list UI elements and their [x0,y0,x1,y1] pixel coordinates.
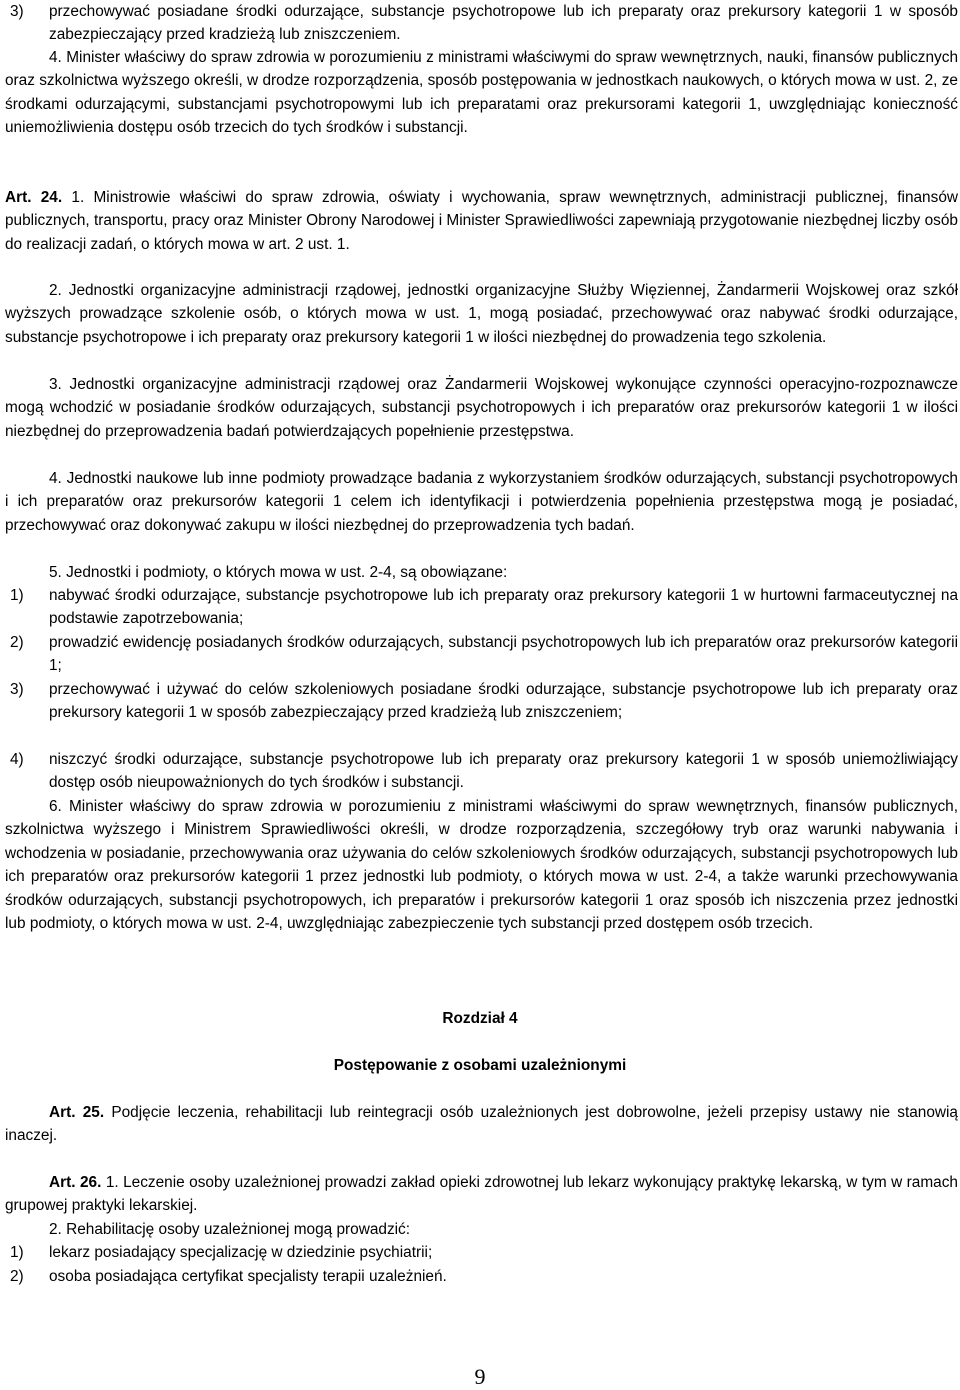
list-item-text: osoba posiadająca certyfikat specjalisty terapii uzależnień. [49,1268,447,1285]
list-item [5,1265,958,1288]
chapter-title: Postępowanie z osobami uzależnionymi [333,1057,627,1074]
list-item-number: 2) [10,1268,24,1285]
list-item-text: przechowywać i używać do celów szkoleniowych posiadane środki odurzające, substancje psychotropowe lub ich preparaty oraz prekursory kategorii 1 w sposób zabezpieczający przed kradzieżą lub zniszczeniem; [49,681,958,722]
list-item-text: lekarz posiadający specjalizację w dziedzinie psychiatrii; [49,1244,433,1261]
paragraph: 4. Minister właściwy do spraw zdrowia w porozumieniu z ministrami właściwymi do spraw wewnętrznych, nauki, finansów publicznych oraz szkolnictwa wyższego określi, w drodze rozporządzenia, sposób postępowania w jednostkach naukowych, o których mowa w ust. 2, ze środkami odurzającymi, substancjami psychotropowymi lub ich preparatami oraz prekursorami kategorii 1, uwzględniając konieczność uniemożliwienia dostępu osób trzecich do tych środków i substancji. [5,49,958,137]
article-24-paragraph-5: 5. Jednostki i podmioty, o których mowa w ust. 2-4, są obowiązane: [49,564,508,581]
article-26-paragraph-2: 2. Rehabilitację osoby uzależnionej mogą prowadzić: [49,1221,411,1238]
article-text: 1. Leczenie osoby uzależnionej prowadzi zakład opieki zdrowotnej lub lekarz wykonujący praktykę lekarską, w tym w ramach grupowej praktyki lekarskiej. [5,1174,958,1215]
article-text: Podjęcie leczenia, rehabilitacji lub reintegracji osób uzależnionych jest dobrowolne, jeżeli przepisy ustawy nie stanowią inaczej. [5,1104,958,1145]
article-label: Art. 25. [49,1104,105,1121]
list-item-text: niszczyć środki odurzające, substancje psychotropowe lub ich preparaty oraz prekursory kategorii 1 w sposób uniemożliwiający dostęp osób nieupoważnionych do tych środków i substancji. [49,751,958,792]
list-item-number: 1) [10,1244,24,1261]
article-24-paragraph-1 [5,186,958,256]
article-26-paragraph-1 [5,1171,958,1218]
article-25 [5,1101,958,1148]
list-item-number: 1) [10,587,24,604]
article-24-paragraph-3: 3. Jednostki organizacyjne administracji rządowej oraz Żandarmerii Wojskowej wykonujące czynności operacyjno-rozpoznawcze mogą wchodzić w posiadanie środków odurzających, substancji psychotropowych i ich preparatów oraz prekursorów kategorii 1 w ilości niezbędnej do przeprowadzenia badań potwierdzających popełnienie przestępstwa. [5,376,958,440]
list-item [5,0,958,47]
list-item [5,678,958,725]
list-item-number: 4) [10,751,24,768]
list-item [5,1241,958,1264]
article-label: Art. 24. [5,189,63,206]
article-24-paragraph-4: 4. Jednostki naukowe lub inne podmioty prowadzące badania z wykorzystaniem środków odurzających, substancji psychotropowych i ich preparatów oraz prekursorów kategorii 1 celem ich identyfikacji i potwierdzenia popełnienia przestępstwa mogą je posiadać, przechowywać oraz dokonywać zakupu w ilości niezbędnej do przeprowadzenia tych badań. [5,470,958,534]
article-label: Art. 26. [49,1174,102,1191]
article-24-paragraph-6: 6. Minister właściwy do spraw zdrowia w porozumieniu z ministrami właściwymi do spraw wewnętrznych, finansów publicznych, szkolnictwa wyższego i Ministrem Sprawiedliwości określi, w drodze rozporządzenia, szczegółowy tryb oraz warunki nabywania i wchodzenia w posiadanie, przechowywania oraz używania do celów szkoleniowych środków odurzających, substancji psychotropowych lub ich preparatów oraz prekursorów kategorii 1 przez jednostki lub podmioty, o których mowa w ust. 2-4, a także warunki przechowywania środków odurzających, substancji psychotropowych, ich preparatów i prekursorów kategorii 1 oraz sposób ich niszczenia przez jednostki lub podmioty, o których mowa w ust. 2-4, uwzględniając zabezpieczenie tych substancji przed dostępem osób trzecich. [5,798,958,933]
list-item-number: 3) [10,681,24,698]
list-item-number: 3) [10,3,24,20]
article-24-paragraph-2: 2. Jednostki organizacyjne administracji rządowej, jednostki organizacyjne Służby Więziennej, Żandarmerii Wojskowej oraz szkół wyższych prowadzące szkolenie osób, o których mowa w ust. 1, mogą posiadać, przechowywać oraz nabywać środki odurzające, substancje psychotropowe i ich preparaty oraz prekursory kategorii 1 w ilości niezbędnej do prowadzenia tego szkolenia. [5,282,958,346]
list-item-text: nabywać środki odurzające, substancje psychotropowe lub ich preparaty oraz prekursory kategorii 1 w hurtowni farmaceutycznej na podstawie zapotrzebowania; [49,587,958,628]
list-item [5,748,958,795]
list-item-text: przechowywać posiadane środki odurzające, substancje psychotropowe lub ich preparaty oraz prekursory kategorii 1 w sposób zabezpieczający przed kradzieżą lub zniszczeniem. [49,3,958,44]
list-item-number: 2) [10,634,24,651]
page-number: 9 [474,1364,486,1389]
chapter-number: Rozdział 4 [442,1010,518,1027]
article-text: 1. Ministrowie właściwi do spraw zdrowia, oświaty i wychowania, spraw wewnętrznych, administracji publicznej, finansów publicznych, transportu, pracy oraz Minister Obrony Narodowej i Minister Sprawiedliwości zapewniają przygotowanie niezbędnej liczby osób do realizacji zadań, o których mowa w art. 2 ust. 1. [5,189,958,253]
list-item [5,631,958,678]
list-item [5,584,958,631]
list-item-text: prowadzić ewidencję posiadanych środków odurzających, substancji psychotropowych lub ich preparatów oraz prekursorów kategorii 1; [49,634,958,675]
